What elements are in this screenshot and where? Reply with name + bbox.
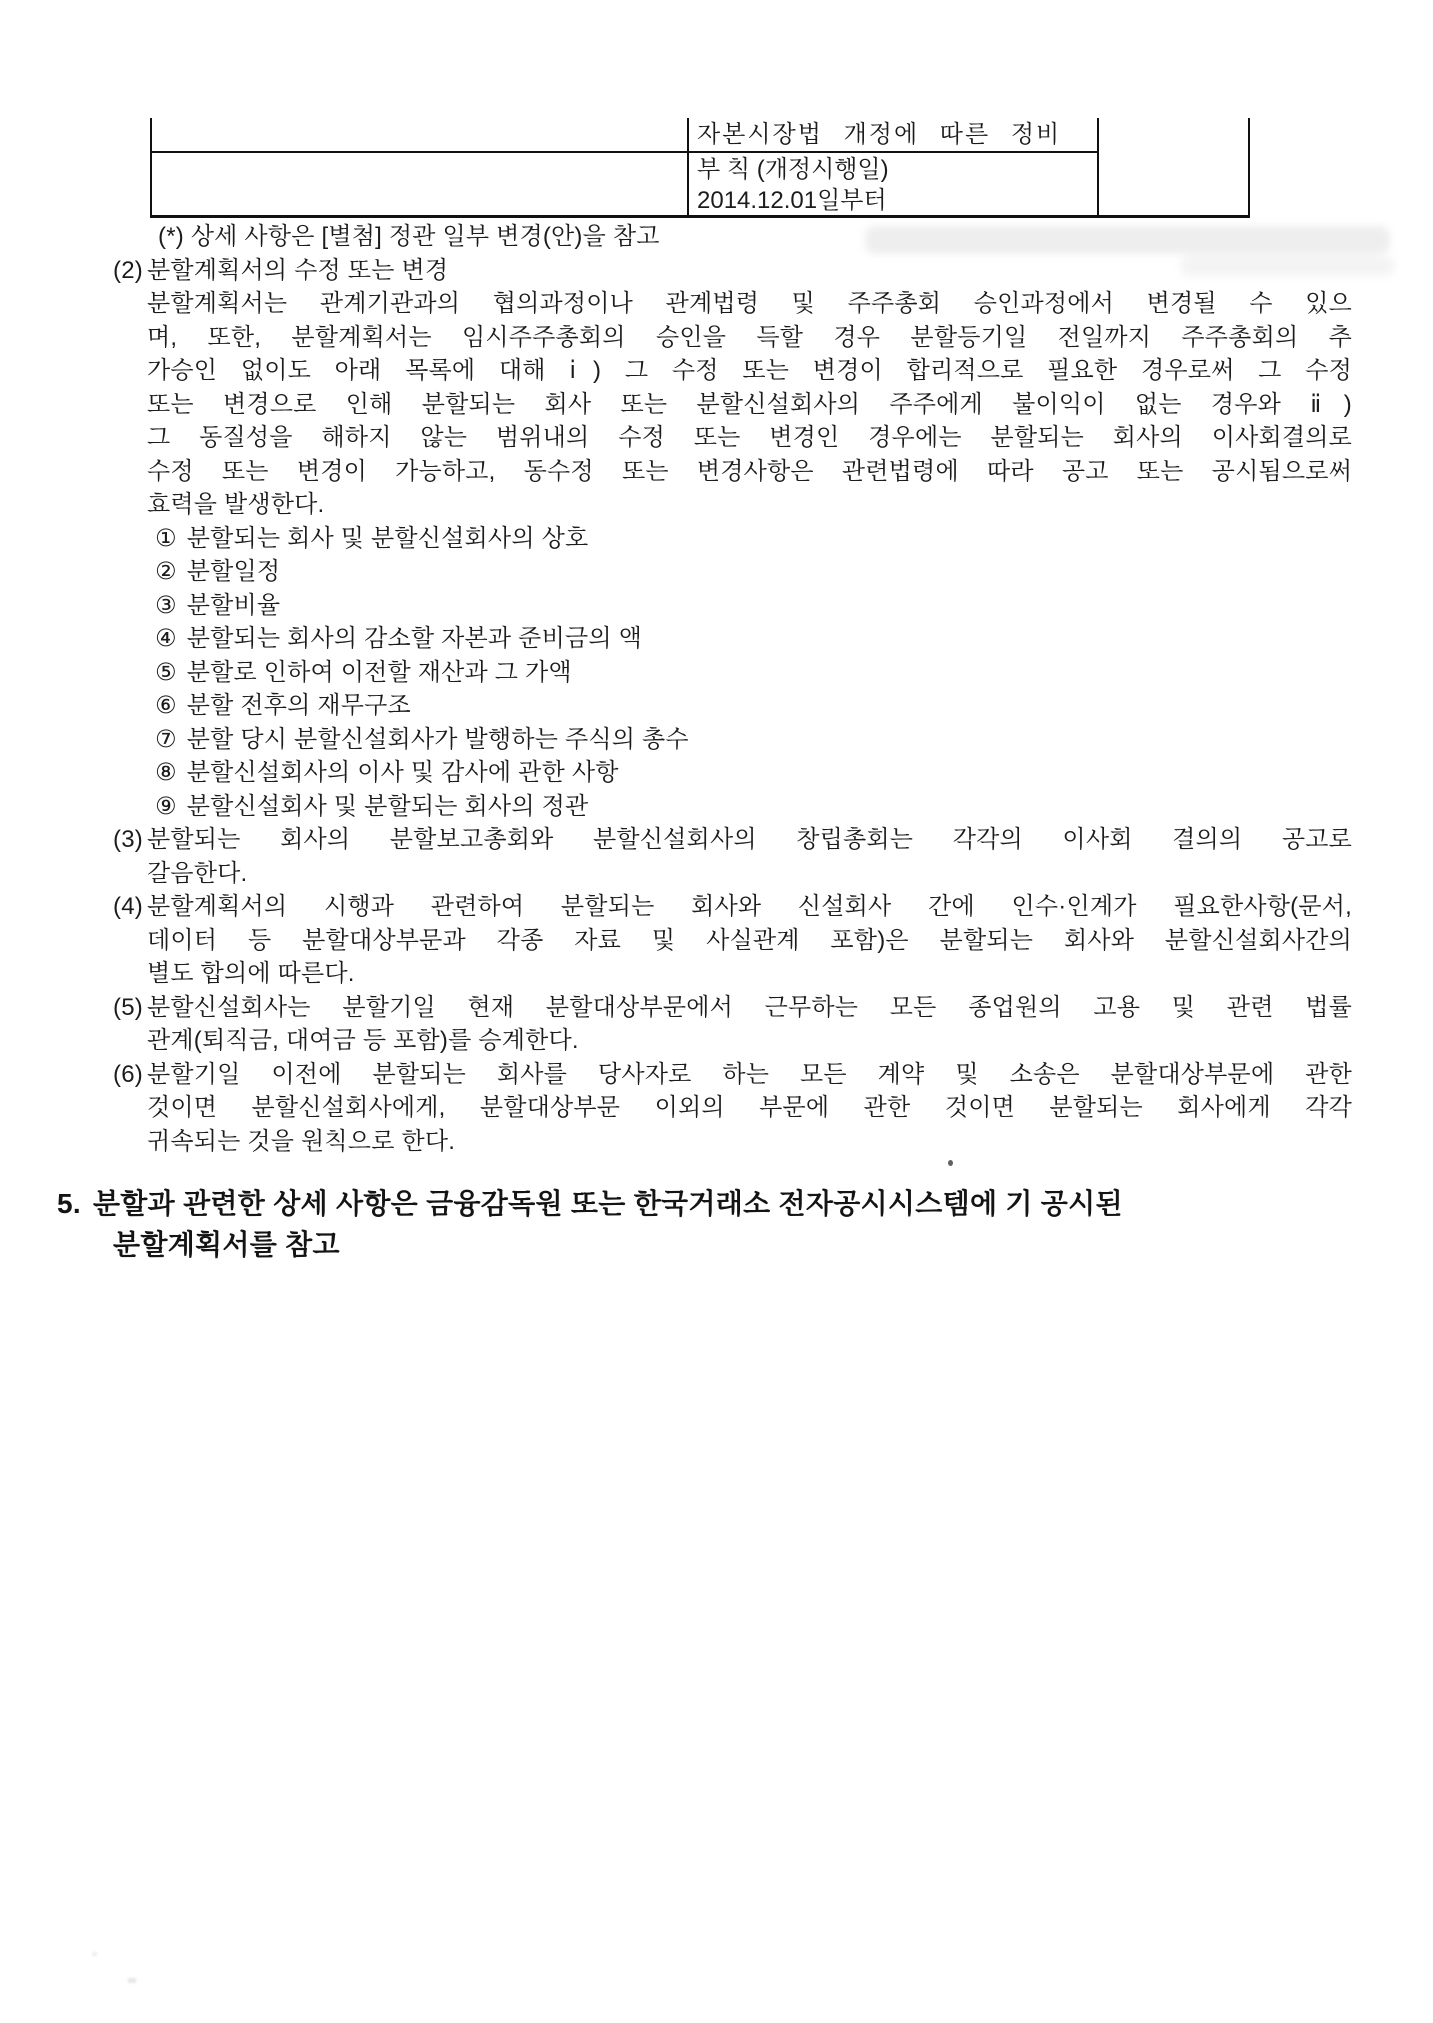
item-4-line: 별도 합의에 따른다. [147, 960, 355, 987]
item-5-line: 관계(퇴직금, 대여금 등 포함)를 승계한다. [147, 1027, 579, 1054]
sublist-item-5 [155, 656, 1352, 690]
sublist-item-text: 분할로 인하여 이전할 재산과 그 가액 [186, 658, 572, 686]
document-body [113, 220, 1352, 1158]
section-5-line-1 [57, 1183, 1357, 1224]
table-cell-empty-right [1099, 118, 1252, 218]
sublist-item-text: 분할신설회사의 이사 및 감사에 관한 사항 [186, 759, 619, 786]
item-5 [113, 991, 1352, 1058]
amendment-history-table [150, 118, 1250, 218]
item-2-paragraph-line: 수정 또는 변경이 가능하고, 동수정 또는 변경사항은 관련법령에 따라 공고 또는 공시됨으로써 [147, 457, 1352, 485]
sublist-item-text: 분할 당시 분할신설회사가 발행하는 주식의 총수 [186, 725, 689, 753]
item-2 [113, 254, 1352, 522]
circled-number: ⑦ [155, 725, 177, 753]
scan-dot-artifact [948, 1160, 953, 1166]
item-4-marker: (4) [113, 893, 143, 920]
section-5 [57, 1183, 1357, 1265]
section-5-line-2: 분할계획서를 참고 [113, 1229, 340, 1260]
sublist-item-text: 분할되는 회사 및 분할신설회사의 상호 [186, 524, 589, 552]
sublist-item-9 [155, 790, 1352, 824]
item-4-line: 분할계획서의 시행과 관련하여 분할되는 회사와 신설회사 간에 인수·인계가 필요한사항(문서, [147, 893, 1352, 920]
item-3-line: 갈음한다. [147, 859, 248, 887]
sublist-item-3 [155, 589, 1352, 623]
item-2-paragraph-line: 분할계획서는 관계기관과의 협의과정이나 관계법령 및 주주총회 승인과정에서 변경될 수 있으 [147, 290, 1352, 317]
item-2-paragraph-line: 가승인 없이도 아래 목록에 대해 ⅰ) 그 수정 또는 변경이 합리적으로 필요한 경우로써 그 수정 [147, 357, 1352, 384]
item-5-marker: (5) [113, 993, 143, 1021]
circled-number: ① [155, 524, 177, 552]
sublist-item-text: 분할일정 [186, 558, 281, 585]
item-6 [113, 1058, 1352, 1159]
item-2-paragraph-line: 효력을 발생한다. [147, 491, 325, 518]
item-6-line: 것이면 분할신설회사에게, 분할대상부문 이외의 부문에 관한 것이면 분할되는 회사에게 각각 [147, 1094, 1352, 1121]
item-6-marker: (6) [113, 1060, 143, 1088]
table-cell-empty-left-row1 [152, 118, 689, 153]
circled-number: ⑧ [155, 759, 177, 786]
item-3-line: 분할되는 회사의 분할보고총회와 분할신설회사의 창립총회는 각각의 이사회 결의의 공고로 [147, 826, 1352, 853]
sublist-item-text: 분할비율 [186, 591, 281, 619]
sublist-item-2 [155, 555, 1352, 589]
sublist-item-text: 분할 전후의 재무구조 [186, 692, 411, 719]
addendum-effective-date: 2014.12.01일부터 [697, 187, 887, 214]
item-2-paragraph-line: 또는 변경으로 인해 분할되는 회사 또는 분할신설회사의 주주에게 불이익이 없는 경우와 ⅱ) [147, 390, 1352, 418]
sublist-item-text: 분할되는 회사의 감소할 자본과 준비금의 액 [186, 625, 642, 652]
item-2-sublist [113, 522, 1352, 824]
circled-number: ③ [155, 591, 177, 619]
sublist-item-4 [155, 622, 1352, 656]
scan-speck-artifact [128, 1978, 136, 1983]
item-2-paragraph-line: 며, 또한, 분할계획서는 임시주주총회의 승인을 득할 경우 분할등기일 전일까지 주주총회의 추 [147, 323, 1352, 351]
section-5-marker: 5. [57, 1188, 81, 1219]
item-4-line: 데이터 등 분할대상부문과 각종 자료 및 사실관계 포함)은 분할되는 회사와 분할신설회사간의 [147, 926, 1352, 954]
item-6-line: 분할기일 이전에 분할되는 회사를 당사자로 하는 모든 계약 및 소송은 분할대상부문에 관한 [147, 1060, 1352, 1088]
scan-speck-artifact [92, 1952, 97, 1956]
item-2-title: 분할계획서의 수정 또는 변경 [147, 256, 449, 284]
table-cell-amendment-reason: 자본시장법 개정에 따른 정비 [689, 118, 1099, 153]
circled-number: ④ [155, 625, 177, 652]
circled-number: ⑥ [155, 692, 177, 719]
item-3-marker: (3) [113, 826, 143, 853]
item-5-line: 분할신설회사는 분할기일 현재 분할대상부문에서 근무하는 모든 종업원의 고용 및 관련 법률 [147, 993, 1352, 1021]
table-footnote: (*) 상세 사항은 [별첨] 정관 일부 변경(안)을 참고 [158, 223, 660, 250]
circled-number: ⑤ [155, 658, 177, 686]
item-3 [113, 823, 1352, 890]
item-6-line: 귀속되는 것을 원칙으로 한다. [147, 1127, 456, 1155]
item-2-paragraph-line: 그 동질성을 해하지 않는 범위내의 수정 또는 변경인 경우에는 분할되는 회사의 이사회결의로 [147, 424, 1352, 451]
sublist-item-7 [155, 723, 1352, 757]
item-2-marker: (2) [113, 256, 143, 284]
sublist-item-1 [155, 522, 1352, 556]
circled-number: ② [155, 558, 177, 585]
table-cell-empty-left-row2 [152, 153, 689, 218]
circled-number: ⑨ [155, 792, 177, 820]
table-cell-addendum [689, 153, 1099, 218]
item-4 [113, 890, 1352, 991]
addendum-title: 부 칙 (개정시행일) [697, 156, 889, 183]
sublist-item-6 [155, 689, 1352, 723]
sublist-item-8 [155, 756, 1352, 790]
sublist-item-text: 분할신설회사 및 분할되는 회사의 정관 [186, 792, 589, 820]
section-5-text: 분할과 관련한 상세 사항은 금융감독원 또는 한국거래소 전자공시시스템에 기 공시된 [92, 1188, 1123, 1219]
